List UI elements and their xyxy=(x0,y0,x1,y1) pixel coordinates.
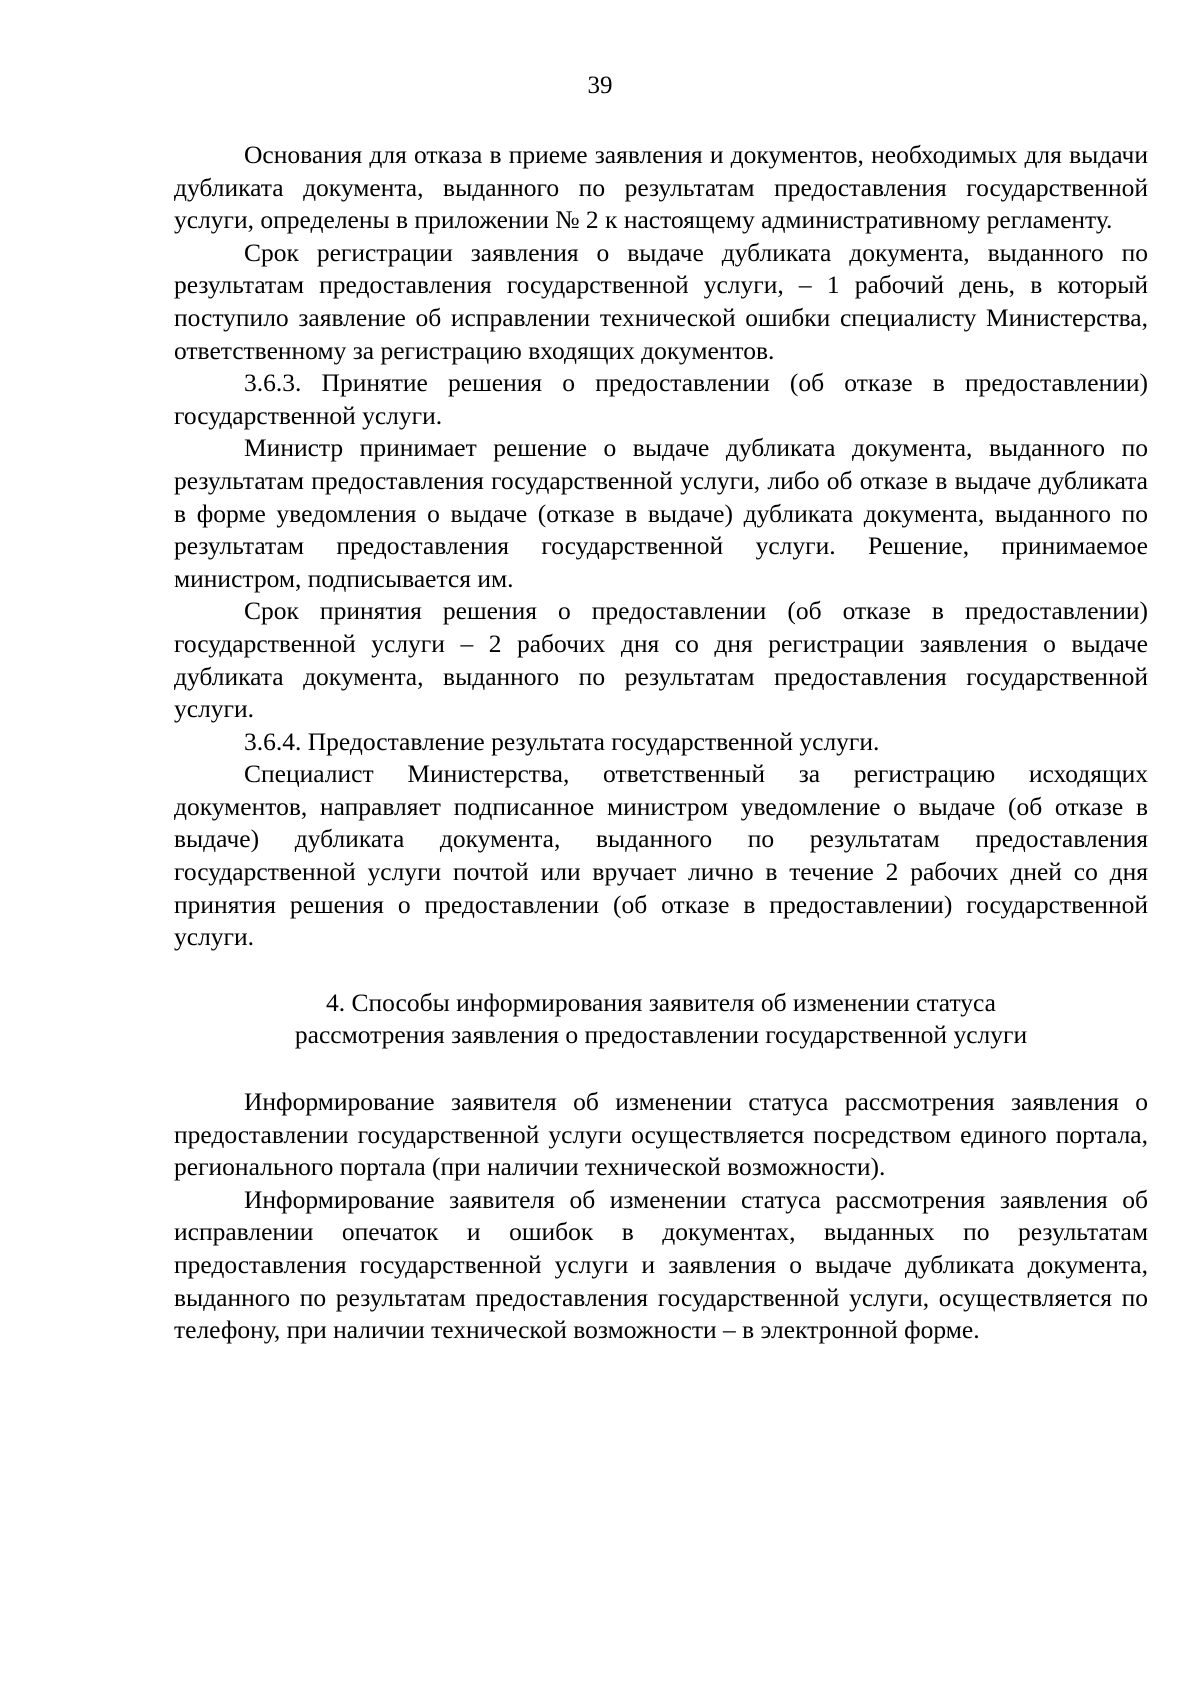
page-number: 39 xyxy=(587,72,613,99)
paragraph-3-6-4-heading: 3.6.4. Предоставление результата государственной услуги. xyxy=(244,726,880,756)
paragraph-status-info-phone: Информирование заявителя об изменении статуса рассмотрения заявления об исправлении опечаток и ошибок в документах, выданных по результатам предоставления государственной услуги и заявления о выдаче дубликата документа, выданного по результатам предоставления государственной услуги, осуществляется по телефону, при наличии технической возможности – в электронной форме. xyxy=(174,1184,1148,1345)
paragraph-3-6-3-heading: 3.6.3. Принятие решения о предоставлении (об отказе в предоставлении) государственной услуги. xyxy=(174,368,1148,430)
paragraph-status-info-portal: Информирование заявителя об изменении статуса рассмотрения заявления о предоставлении государственной услуги осуществляется посредством единого портала, регионального портала (при наличии технической возможности). xyxy=(174,1087,1148,1182)
paragraph-refusal-grounds: Основания для отказа в приеме заявления и документов, необходимых для выдачи дубликата документа, выданного по результатам предоставления государственной услуги, определены в приложении № 2 к настоящему административному регламенту. xyxy=(174,140,1148,235)
section-4-heading-line-1: 4. Способы информирования заявителя об изменении статуса xyxy=(326,987,996,1017)
paragraph-registration-term: Срок регистрации заявления о выдаче дубликата документа, выданного по результатам предоставления государственной услуги, – 1 рабочий день, в который поступило заявление об исправлении технической ошибки специалисту Министерства, ответственному за регистрацию входящих документов. xyxy=(174,237,1148,365)
section-4-heading-line-2: рассмотрения заявления о предоставлении государственной услуги xyxy=(294,1020,1028,1050)
document-body xyxy=(174,139,1148,1347)
section-4-heading xyxy=(174,987,1148,1052)
paragraph-decision-term: Срок принятия решения о предоставлении (об отказе в предоставлении) государственной услуги – 2 рабочих дня со дня регистрации заявления о выдаче дубликата документа, выданного по результатам предоставления государственной услуги. xyxy=(174,596,1148,724)
paragraph-result-delivery: Специалист Министерства, ответственный за регистрацию исходящих документов, направляет подписанное министром уведомление о выдаче (об отказе в выдаче) дубликата документа, выданного по результатам предоставления государственной услуги почтой или вручает лично в течение 2 рабочих дней со дня принятия решения о предоставлении (об отказе в предоставлении) государственной услуги. xyxy=(174,759,1148,952)
paragraph-minister-decision: Министр принимает решение о выдаче дубликата документа, выданного по результатам предоставления государственной услуги, либо об отказе в выдаче дубликата в форме уведомления о выдаче (отказе в выдаче) дубликата документа, выданного по результатам предоставления государственной услуги. Решение, принимаемое министром, подписывается им. xyxy=(174,433,1148,593)
